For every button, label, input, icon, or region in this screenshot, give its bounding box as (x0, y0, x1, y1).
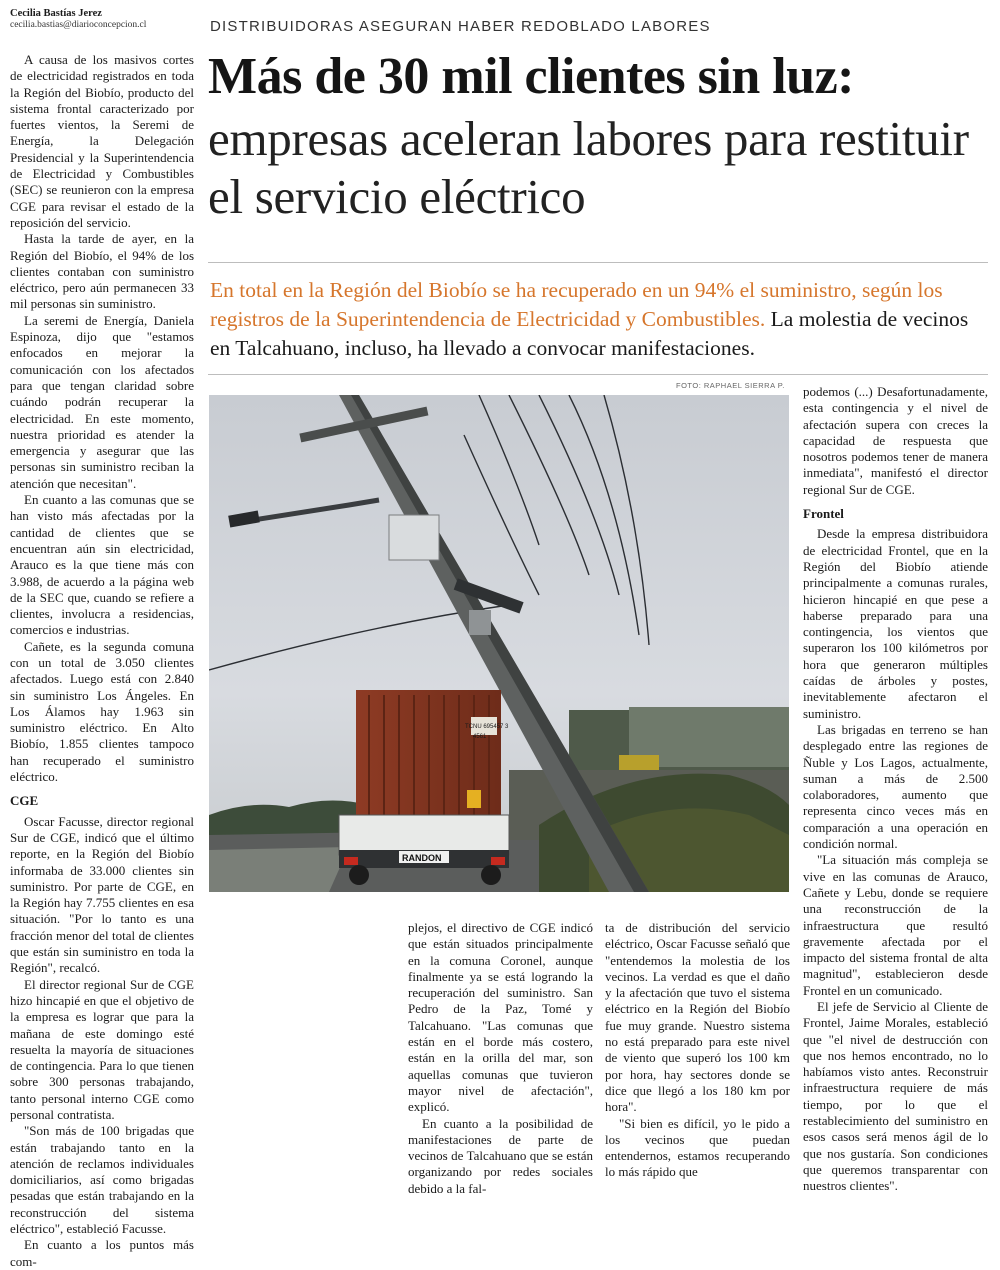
col1-paragraph: A causa de los masivos cortes de electricidad registrados en toda la Región del Biobío, producto del sistema frontal caracterizado por fuertes vientos, la Seremi de Energía, la Delegación Presidencial y la Superintendencia de Electricidad y Combustibles (SEC) se reunieron con la empresa CGE para revisar el estado de la reposición del servicio. (10, 52, 194, 230)
col2-paragraph: plejos, el directivo de CGE indicó que están situados principalmente en la comuna Coronel, aunque finalmente ya se está logrando la recuperación del suministro. San Pedro de la Paz, Tomé y Talcahuano. "Las comunas que están en el borde más costero, están en la orilla del mar, son aquellas comunas que tuvieron mayor nivel de afectación", explicó. (408, 920, 593, 1115)
kicker: DISTRIBUIDORAS ASEGURAN HABER REDOBLADO LABORES (210, 18, 711, 35)
col1-paragraph: Hasta la tarde de ayer, en la Región del Biobío, el 94% de los clientes contaban con suministro eléctrico, pero aún permanecen 33 mil personas sin suministro. (10, 231, 194, 312)
col1-paragraph: En cuanto a las comunas que se han visto más afectadas por la cantidad de clientes que se encuentran aún sin electricidad, Arauco es la que tiene más con 3.988, de acuerdo a la página web de la SEC que, cuando se refiere a clientes, involucra a residencias, comercios e industrias. (10, 492, 194, 638)
photo-credit: FOTO: RAPHAEL SIERRA P. (676, 381, 785, 390)
col4-paragraph: El jefe de Servicio al Cliente de Frontel, Jaime Morales, estableció que "el nivel de destrucción con que nos hemos encontrado, no lo habíamos visto antes. Reconstruir infraestructura requiere de más tiempo, por lo que el restablecimiento del suministro en esos casos será menos ágil de lo que nos gustaría. Son condiciones que queremos transparentar con nuestros clientes". (803, 998, 988, 1194)
col3-paragraph: ta de distribución del servicio eléctrico, Oscar Facusse señaló que "entendemos la molestia de los vecinos. La verdad es que el daño y la afectación que tuvo el sistema eléctrico en la Región del Biobío fue muy grande. Nuestro sistema no está preparado para este nivel de viento que superó los 100 km por hora, hay sectores donde se dice que llegó a los 180 km por hora". (605, 920, 790, 1115)
news-photo (209, 395, 789, 892)
col4-paragraph: podemos (...) Desafortunadamente, esta contingencia y el nivel de afectación supera con creces la capacidad de respuesta que nosotros podemos tener de manera inmediata", manifestó el director regional Sur de CGE. (803, 384, 988, 497)
divider-top (208, 262, 988, 263)
col1-paragraph: La seremi de Energía, Daniela Espinoza, dijo que "estamos enfocados en mejorar la comunicación con los afectados para que tengan claridad sobre cuándo podrán recuperar la electricidad. En este momento, nuestra prioridad es atender la emergencia y asegurar que las personas sin suministro reciban la atención que necesitan". (10, 312, 194, 491)
col1-paragraph: En cuanto a los puntos más com- (10, 1237, 194, 1269)
author-name: Cecilia Bastías Jerez (10, 8, 102, 19)
lead-rest: La molestia de vecinos en Talcahuano, incluso, ha llevado a convocar manifestaciones. (210, 307, 969, 360)
col4-paragraph: Las brigadas en terreno se han desplegado entre las regiones de Ñuble y Los Lagos, actualmente, suman a más de 2.500 colaboradores, aumento que representa cinco veces más en comparación a una operación en condición normal. (803, 721, 988, 852)
divider-lead (208, 374, 988, 375)
col3-paragraph: "Si bien es difícil, yo le pido a los vecinos que puedan entendernos, estamos recuperando lo más rápido que (605, 1115, 790, 1180)
column-2 (408, 920, 593, 1197)
column-3 (605, 920, 790, 1181)
col1-paragraph: "Son más de 100 brigadas que están trabajando tanto en la atención de reclamos individuales domiciliarios, así como brigadas pesadas que están trabajando en la reconstrucción del sistema eléctrico", estableció Facusse. (10, 1123, 194, 1237)
lead-highlight: En total en la Región del Biobío se ha recuperado en un 94% el suministro, según los registros de la Superintendencia de Electricidad y Combustibles. (210, 278, 943, 331)
col4-paragraph: Desde la empresa distribuidora de electricidad Frontel, que en la Región del Biobío atiende principalmente a comunas rurales, hicieron hincapié en que pese a haberse preparado para una contingencia, los vientos que superaron los 100 kilómetros por hora que generaron múltiples caídas de árboles y postes, inevitablemente afectaron el suministro. (803, 526, 988, 721)
col2-paragraph: En cuanto a la posibilidad de manifestaciones de parte de vecinos de Talcahuano que se están organizando por redes sociales debido a la fal- (408, 1115, 593, 1196)
truck-brand-text: RANDON (402, 853, 442, 863)
col1-paragraph: El director regional Sur de CGE hizo hincapié en que el objetivo de la empresa es lograr que para la mañana de este domingo esté resuelta la mayoría de situaciones de contingencia. Para lo que tienen sobre 300 personas trabajando, tanto personal interno CGE como personal contratista. (10, 976, 194, 1122)
subhead-frontel: Frontel (803, 506, 844, 522)
container-code-text: TCNU 695457 3 (465, 724, 509, 730)
headline-secondary: empresas aceleran labores para restituir el servicio eléctrico (208, 111, 969, 224)
container-size-text: 4561 (473, 734, 487, 740)
col1-paragraph: Oscar Facusse, director regional Sur de CGE, indicó que el último reporte, en la Región del Biobío informaba de 33.000 clientes sin suministro. Por parte de CGE, en la Región hay 7.755 clientes en esa situación. "Por lo tanto es una fracción menor del total de clientes que están sin suministro en toda la Región", recalcó. (10, 813, 194, 976)
lead-paragraph (210, 276, 990, 363)
col1-paragraph: Cañete, es la segunda comuna con un total de 3.050 clientes afectados. Luego está con 2.840 sin suministro Los Ángeles. En Los Álamos hay 1.963 sin suministro eléctrico. En Alto Biobío, 1.855 clientes tampoco han recuperado el suministro eléctrico. (10, 638, 194, 785)
column-4 (803, 384, 988, 1195)
headline-primary: Más de 30 mil clientes sin luz: (208, 48, 855, 105)
author-email: cecilia.bastias@diarioconcepcion.cl (10, 20, 147, 30)
col4-paragraph: "La situación más compleja se vive en las comunas de Arauco, Cañete y Lebu, donde se requiere una reconstrucción de la infraestructura que resultó gravemente afectada por el impacto del sistema frontal de alta magnitud", establecieron desde Frontel en un comunicado. (803, 852, 988, 998)
column-1 (10, 52, 194, 1270)
subhead-cge: CGE (10, 793, 39, 809)
